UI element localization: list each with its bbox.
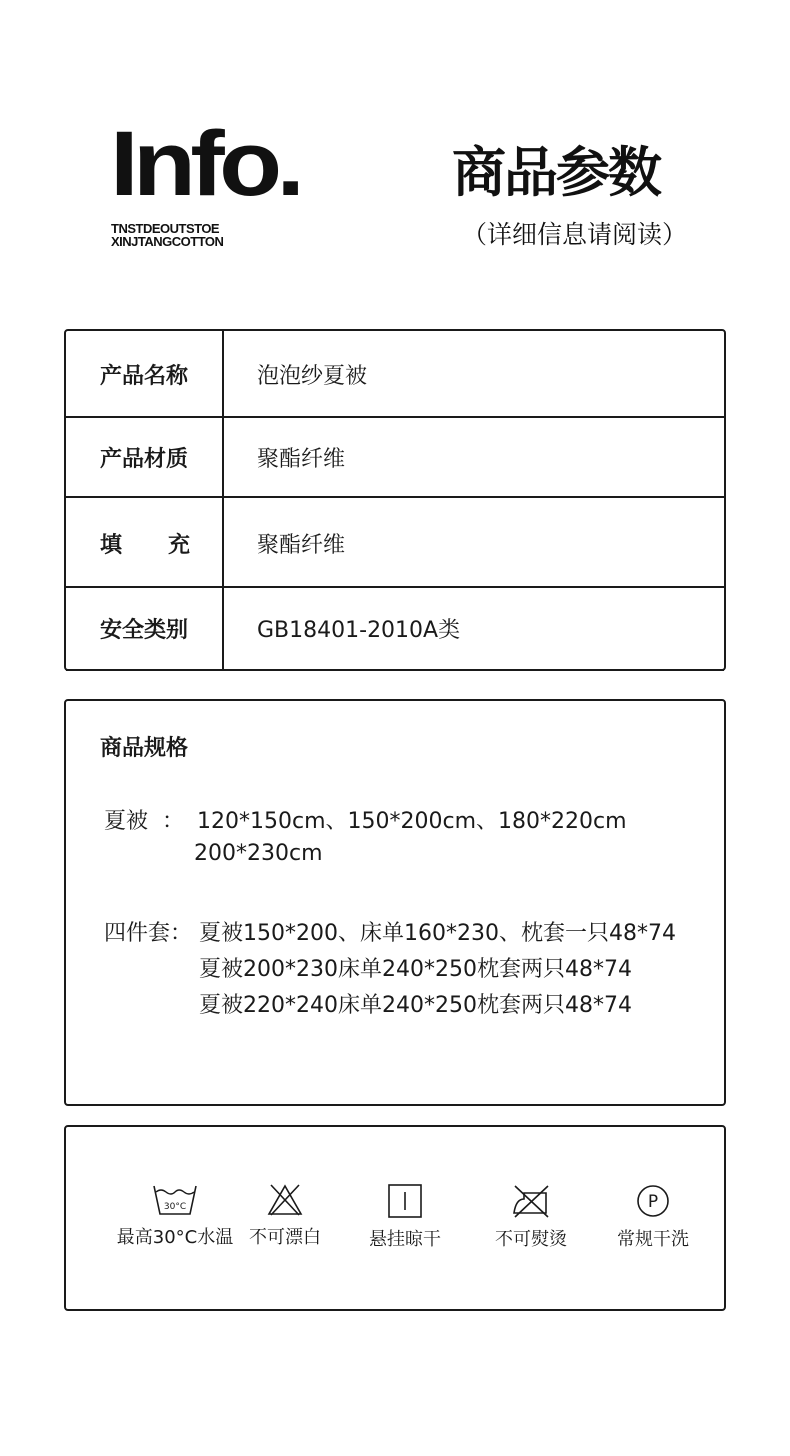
care-box	[64, 1125, 726, 1311]
param-label: 产品材质	[100, 447, 189, 472]
param-row-material	[66, 418, 724, 498]
param-row-safety	[66, 588, 724, 671]
care-item-bleach	[220, 1183, 350, 1249]
params-table	[64, 329, 726, 671]
set-sizes-line3: 夏被220*240床单240*250枕套两只48*74	[199, 993, 632, 1018]
care-label: 悬挂晾干	[369, 1229, 441, 1250]
care-label: 不可熨烫	[495, 1229, 567, 1250]
quilt-sizes-line2: 200*230cm	[194, 841, 323, 866]
no-bleach-icon	[265, 1183, 305, 1217]
no-iron-icon	[510, 1183, 552, 1219]
param-label: 安全类别	[100, 618, 189, 643]
set-label: 四件套：	[104, 921, 193, 946]
param-value: 泡泡纱夏被	[257, 364, 368, 389]
table-divider	[222, 331, 224, 669]
page-title: 商品参数	[452, 141, 660, 204]
care-item-dryclean	[588, 1183, 718, 1251]
param-value: 聚酯纤维	[257, 447, 346, 472]
dry-clean-letter: P	[647, 1192, 659, 1212]
param-row-filling	[66, 498, 724, 588]
care-label: 最高30°C水温	[116, 1227, 234, 1248]
quilt-sizes-line1: 120*150cm、150*200cm、180*220cm	[197, 809, 627, 834]
param-value: GB18401-2010A类	[257, 618, 461, 643]
page-subtitle: （详细信息请阅读）	[462, 220, 688, 249]
param-value: 聚酯纤维	[257, 533, 346, 558]
wash-30-icon	[151, 1183, 199, 1217]
care-item-hang	[340, 1183, 470, 1251]
spec-title: 商品规格	[100, 736, 189, 761]
logo-subtext-1: TNSTDEOUTSTOE	[111, 221, 220, 236]
info-logo: Info.	[110, 113, 300, 215]
care-item-iron	[466, 1183, 596, 1251]
care-label: 常规干洗	[617, 1229, 689, 1250]
param-label: 填 充	[100, 533, 190, 558]
hang-dry-icon	[387, 1183, 423, 1219]
dry-clean-p-icon	[635, 1183, 671, 1219]
param-row-name	[66, 331, 724, 418]
set-sizes-line1: 夏被150*200、床单160*230、枕套一只48*74	[199, 921, 676, 946]
set-sizes-line2: 夏被200*230床单240*250枕套两只48*74	[199, 957, 632, 982]
logo-subtext-2: XINJTANGCOTTON	[111, 234, 224, 249]
care-label: 不可漂白	[249, 1227, 321, 1248]
spec-box	[64, 699, 726, 1106]
param-label: 产品名称	[100, 364, 189, 389]
wash-temp-text: 30°C	[163, 1202, 187, 1212]
quilt-label: 夏被 ：	[104, 809, 184, 834]
